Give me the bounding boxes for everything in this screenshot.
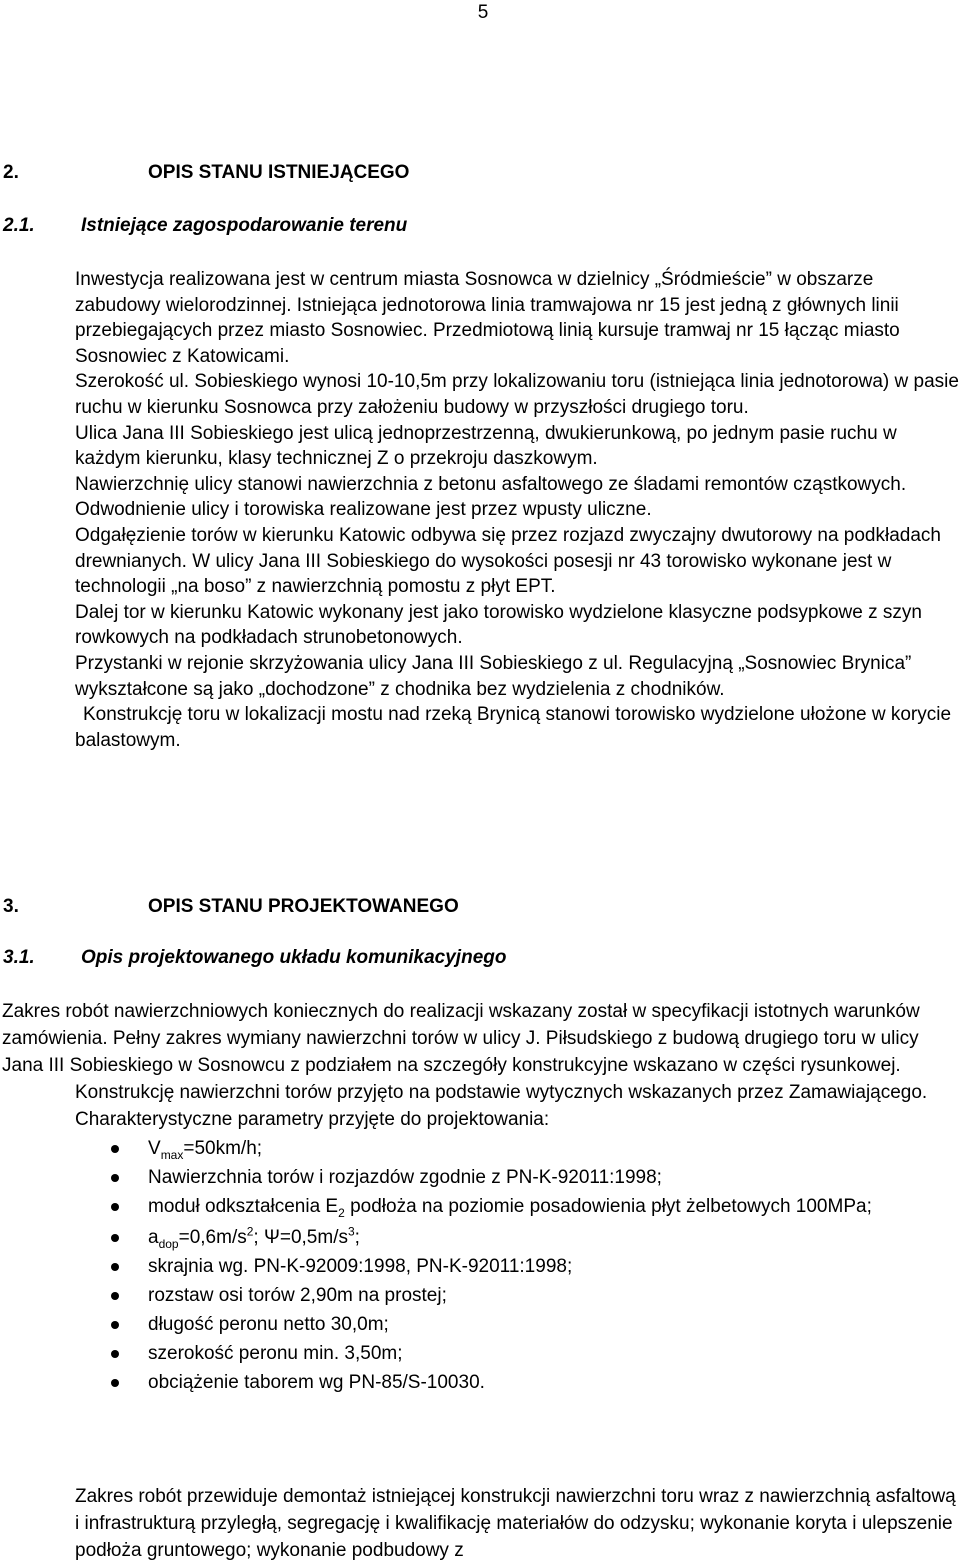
- param-value: =0,5m/s: [279, 1227, 348, 1248]
- parameters-list: [2, 1135, 960, 1396]
- list-item: [2, 1311, 960, 1338]
- bullet-icon: [111, 1321, 119, 1329]
- section-2-1-heading: [3, 215, 407, 237]
- list-item: [2, 1340, 960, 1367]
- bullet-icon: [111, 1234, 119, 1242]
- paragraph: Nawierzchnię ulicy stanowi nawierzchnia z betonu asfaltowego ze śladami remontów cząstkowych.: [75, 473, 907, 495]
- list-item: [2, 1164, 960, 1191]
- bullet-icon: [111, 1203, 119, 1211]
- paragraph: Inwestycja realizowana jest w centrum miasta Sosnowca w dzielnicy „Śródmieście” w obszarze zabudowy wielorodzinnej. Istniejąca jednotorowa linia tramwajowa nr 15 jest jedną z głównych linii przebiegających przez miasto Sosnowiec. Przedmiotową linią kursuje tramwaj nr 15 łącząc miasto Sosnowiec z Katowicami.: [75, 269, 900, 367]
- bullet-icon: [111, 1174, 119, 1182]
- param-subscript: max: [160, 1147, 184, 1162]
- list-item-text: rozstaw osi torów 2,90m na prostej;: [148, 1285, 447, 1306]
- list-item: [2, 1253, 960, 1280]
- param-value: =50km/h;: [183, 1138, 263, 1159]
- section-3-1-title: Opis projektowanego układu komunikacyjnego: [81, 947, 507, 968]
- paragraph: Przystanki w rejonie skrzyżowania ulicy Jana III Sobieskiego z ul. Regulacyjną „Sosnowiec Brynica” wykształcone są jako „dochodzone” z chodnika bez wydzielenia z chodników.: [75, 652, 912, 700]
- section-2-1-number: 2.1.: [3, 215, 35, 236]
- section-3-heading: [3, 896, 459, 918]
- param-symbol: a: [148, 1227, 159, 1248]
- paragraph: Konstrukcję toru w lokalizacji mostu nad rzeką Brynicą stanowi torowisko wydzielone ułożone w korycie balastowym.: [75, 704, 952, 751]
- section-3-body: [2, 998, 960, 1398]
- paragraph: Zakres robót nawierzchniowych koniecznych do realizacji wskazany został w specyfikacji istotnych warunków zamówienia. Pełny zakres wymiany nawierzchni torów w ulicy J. Piłsudskiego z budową drugiego toru w ulicy Jana III Sobieskiego w Sosnowcu z podziałem na szczegóły konstrukcyjne wskazano w części rysunkowej.: [2, 1001, 920, 1076]
- paragraph: Ulica Jana III Sobieskiego jest ulicą jednoprzestrzenną, dwukierunkową, po jednym pasie ruchu w każdym kierunku, klasy technicznej Z o przekroju daszkowym.: [75, 422, 897, 470]
- paragraph: Odwodnienie ulicy i torowiska realizowane jest przez wpusty uliczne.: [75, 499, 652, 521]
- bullet-icon: [111, 1145, 119, 1153]
- paragraph: Szerokość ul. Sobieskiego wynosi 10-10,5m przy lokalizowaniu toru (istniejąca linia jednotorowa) w pasie ruchu w kierunku Sosnowca przy założeniu budowy w przyszłości drugiego toru.: [75, 371, 959, 418]
- list-item-text: szerokość peronu min. 3,50m;: [148, 1343, 403, 1364]
- section-2-number: 2.: [3, 162, 19, 183]
- section-2-1-title: Istniejące zagospodarowanie terenu: [81, 215, 408, 236]
- psi-symbol: Ψ: [263, 1227, 280, 1248]
- paragraph: Odgałęzienie torów w kierunku Katowic odbywa się przez rozjazd zwyczajny dwutorowy na podkładach drewnianych. W ulicy Jana III Sobieskiego do wysokości posesji nr 43 torowisko wykonane jest w technologii „na boso” z nawierzchnią pomostu z płyt EPT.: [75, 524, 941, 598]
- section-2-title: OPIS STANU ISTNIEJĄCEGO: [148, 162, 410, 183]
- paragraph: Charakterystyczne parametry przyjęte do projektowania:: [75, 1109, 550, 1130]
- list-item-text: moduł odkształcenia E: [148, 1196, 339, 1217]
- list-item: [2, 1135, 960, 1162]
- list-item: [2, 1369, 960, 1396]
- page-number: 5: [477, 2, 489, 23]
- list-item: [2, 1282, 960, 1309]
- list-item-text: Nawierzchnia torów i rozjazdów zgodnie z PN-K-92011:1998;: [148, 1167, 662, 1188]
- list-item-text: długość peronu netto 30,0m;: [148, 1314, 389, 1335]
- list-item: [2, 1224, 960, 1251]
- param-superscript: 2: [246, 1224, 254, 1239]
- list-item-text: podłoża na poziomie posadowienia płyt żelbetowych 100MPa;: [344, 1196, 872, 1217]
- section-3-1-number: 3.1.: [3, 947, 35, 968]
- list-item-text: obciążenie taborem wg PN-85/S-10030.: [148, 1372, 485, 1393]
- param-superscript: 3: [347, 1224, 355, 1239]
- section-2-heading: [3, 162, 409, 184]
- bullet-icon: [111, 1379, 119, 1387]
- separator: ;: [354, 1227, 360, 1248]
- list-item-text: skrajnia wg. PN-K-92009:1998, PN-K-92011:1998;: [148, 1256, 573, 1277]
- param-symbol: V: [148, 1138, 161, 1159]
- section-3-1-heading: [3, 947, 506, 969]
- section-3-title: OPIS STANU PROJEKTOWANEGO: [148, 896, 459, 917]
- param-subscript: dop: [158, 1236, 179, 1251]
- section-3-number: 3.: [3, 896, 19, 917]
- paragraph: Dalej tor w kierunku Katowic wykonany jest jako torowisko wydzielone klasyczne podsypkowe z szyn rowkowych na podkładach strunobetonowych.: [75, 601, 922, 649]
- separator: ;: [253, 1227, 264, 1248]
- paragraph: Zakres robót przewiduje demontaż istniejącej konstrukcji nawierzchni toru wraz z nawierzchnią asfaltową i infrastrukturą przyległą, segregację i kwalifikację materiałów do odzysku; wykonanie koryta i ulepszenie podłoża gruntowego; wykonanie podbudowy z: [75, 1486, 956, 1561]
- bullet-icon: [111, 1292, 119, 1300]
- param-value: =0,6m/s: [178, 1227, 247, 1248]
- bullet-icon: [111, 1350, 119, 1358]
- final-paragraph-block: [75, 1483, 960, 1564]
- section-2-body: [75, 267, 960, 753]
- param-subscript: 2: [338, 1205, 345, 1220]
- paragraph: Konstrukcję nawierzchni torów przyjęto na podstawie wytycznych wskazanych przez Zamawiającego.: [75, 1082, 928, 1103]
- bullet-icon: [111, 1263, 119, 1271]
- list-item: [2, 1193, 960, 1220]
